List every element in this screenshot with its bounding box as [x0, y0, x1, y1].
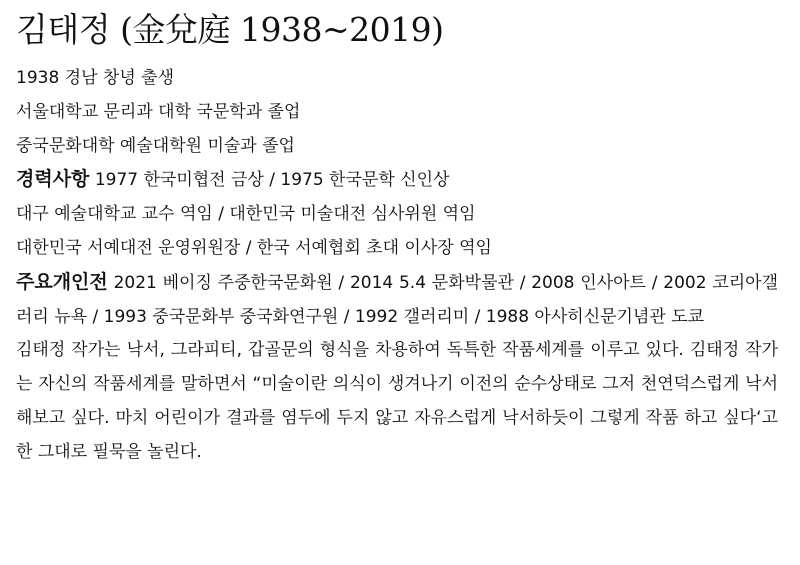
exhibitions-paragraph — [16, 266, 778, 335]
page-title — [16, 8, 778, 52]
profile-body — [16, 62, 778, 470]
exhibitions-text: 2021 베이징 주중한국문화원 / 2014 5.4 문화박물관 / 2008 인사아트 / 2002 코리아갤러리 뉴욕 / 1993 중국문화부 중국화연구원 / 1992 갤러리미 / 1988 아사히신문기념관 도쿄 — [16, 272, 779, 327]
description-paragraph: 김태정 작가는 낙서, 그라피티, 갑골문의 형식을 차용하여 독특한 작품세계를 이루고 있다. 김태정 작가는 자신의 작품세계를 말하면서 “미술이란 의식이 생겨나기 이전의 순수상태로 그저 천연덕스럽게 낙서해보고 싶다. 마치 어린이가 결과를 염두에 두지 않고 자유스럽게 낙서하듯이 그렇게 작품 하고 싶다‘고 한 그대로 필묵을 놀린다. — [16, 340, 778, 462]
exhibitions-label: 주요개인전 — [16, 270, 108, 293]
career-item-3: 대한민국 서예대전 운영위원장 / 한국 서예협회 초대 이사장 역임 — [16, 237, 492, 258]
career-item-1: 1977 한국미협전 금상 / 1975 한국문학 신인상 — [94, 170, 450, 191]
bio-line-university: 서울대학교 문리과 대학 국문학과 졸업 — [16, 101, 301, 122]
artist-hanja-years: (金兌庭 1938~2019) — [120, 10, 444, 49]
career-line-1 — [16, 163, 778, 198]
bio-line-graduate-school: 중국문화대학 예술대학원 미술과 졸업 — [16, 135, 295, 156]
career-label: 경력사항 — [16, 168, 90, 191]
bio-line-birth: 1938 경남 창녕 출생 — [16, 68, 175, 88]
artist-name: 김태정 — [16, 10, 111, 49]
career-item-2: 대구 예술대학교 교수 역임 / 대한민국 미술대전 심사위원 역임 — [16, 204, 476, 225]
